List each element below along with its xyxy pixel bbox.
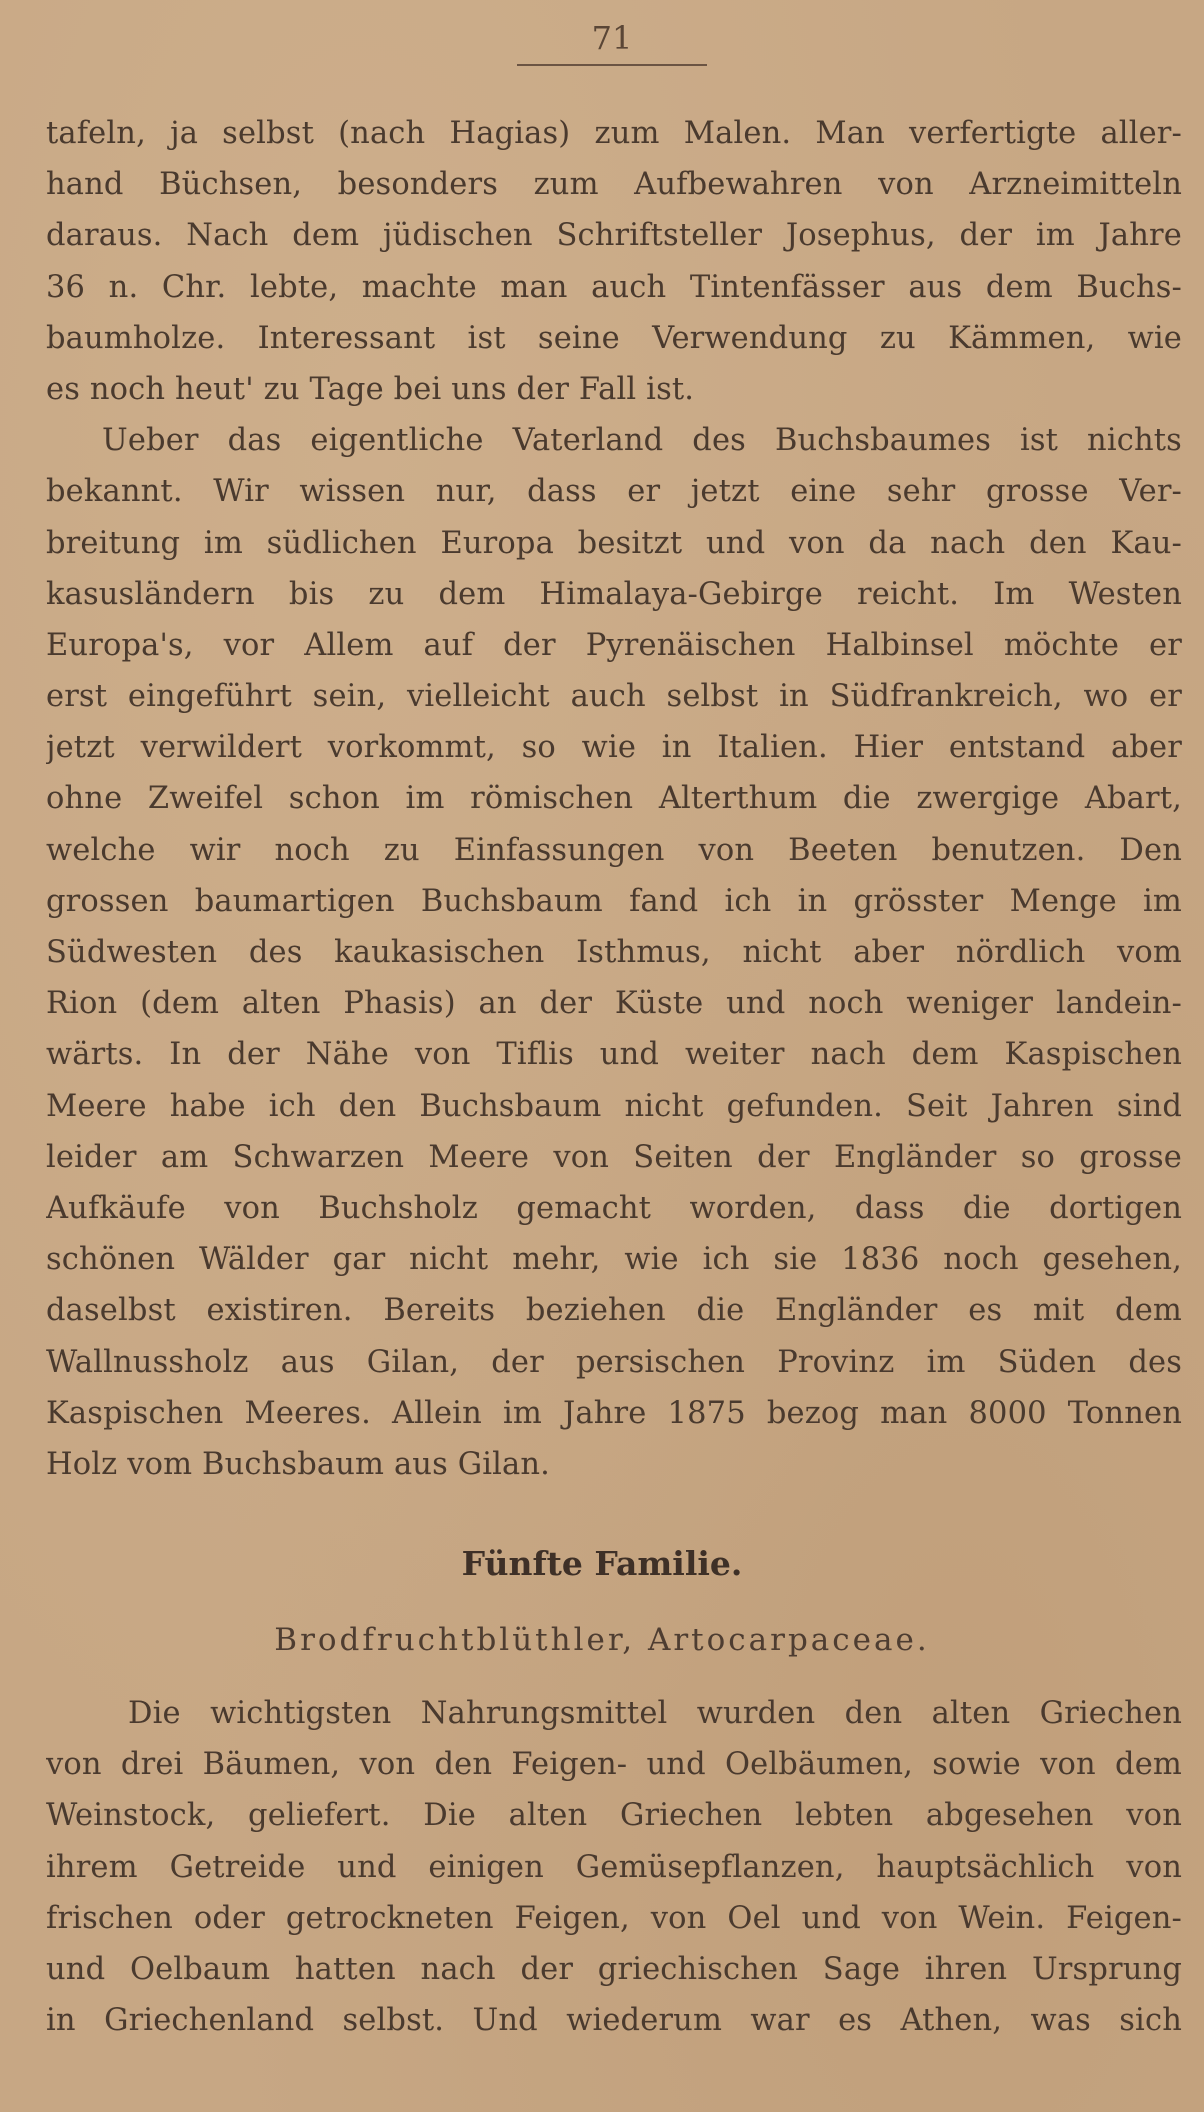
- text-line: jetzt verwildert vorkommt, so wie in Italien. Hier entstand aber: [46, 730, 1182, 766]
- text-line: Wallnussholz aus Gilan, der persischen Provinz im Süden des: [46, 1344, 1182, 1380]
- text-line: tafeln, ja selbst (nach Hagias) zum Malen. Man verfertigte aller-: [46, 116, 1182, 151]
- body-text-top: [46, 108, 1182, 1490]
- page-number: 71: [591, 19, 633, 57]
- text-line: frischen oder getrockneten Feigen, von Oel und von Wein. Feigen-: [46, 1900, 1182, 1936]
- text-line: wärts. In der Nähe von Tiflis und weiter nach dem Kaspischen: [46, 1037, 1182, 1073]
- text-line: Ueber das eigentliche Vaterland des Buchsbaumes ist nichts: [102, 423, 1182, 459]
- text-line: Europa's, vor Allem auf der Pyrenäischen Halbinsel möchte er: [46, 627, 1182, 663]
- text-line: kasusländern bis zu dem Himalaya-Gebirge reicht. Im Westen: [46, 576, 1182, 612]
- text-line: Meere habe ich den Buchsbaum nicht gefunden. Seit Jahren sind: [46, 1088, 1182, 1124]
- text-line: von drei Bäumen, von den Feigen- und Oelbäumen, sowie von dem: [46, 1747, 1182, 1783]
- text-line: Aufkäufe von Buchsholz gemacht worden, dass die dortigen: [46, 1190, 1182, 1226]
- text-line: hand Büchsen, besonders zum Aufbewahren von Arzneimitteln: [46, 167, 1182, 203]
- text-line: es noch heut' zu Tage bei uns der Fall ist.: [46, 371, 695, 407]
- body-text-bottom: [46, 1688, 1182, 2046]
- text-line: breitung im südlichen Europa besitzt und von da nach den Kau-: [46, 525, 1182, 561]
- text-line: daselbst existiren. Bereits beziehen die Engländer es mit dem: [46, 1293, 1182, 1329]
- header-rule: [517, 64, 707, 66]
- text-line: erst eingeführt sein, vielleicht auch selbst in Südfrankreich, wo er: [46, 679, 1182, 715]
- text-line: Rion (dem alten Phasis) an der Küste und noch weniger landein-: [46, 986, 1182, 1022]
- text-line: Kaspischen Meeres. Allein im Jahre 1875 bezog man 8000 Tonnen: [46, 1395, 1182, 1431]
- text-line: baumholze. Interessant ist seine Verwendung zu Kämmen, wie: [46, 320, 1182, 356]
- text-line: 36 n. Chr. lebte, machte man auch Tintenfässer aus dem Buchs-: [46, 269, 1182, 305]
- text-line: ohne Zweifel schon im römischen Alterthum die zwergige Abart,: [46, 781, 1182, 817]
- text-line: daraus. Nach dem jüdischen Schriftsteller Josephus, der im Jahre: [46, 218, 1182, 254]
- text-line: welche wir noch zu Einfassungen von Beeten benutzen. Den: [46, 832, 1182, 868]
- text-line: bekannt. Wir wissen nur, dass er jetzt eine sehr grosse Ver-: [46, 474, 1182, 510]
- section-subtitle: Brodfruchtblüthler, Artocarpaceae.: [274, 1622, 930, 1658]
- text-line: Südwesten des kaukasischen Isthmus, nicht aber nördlich vom: [46, 935, 1182, 970]
- text-line: Holz vom Buchsbaum aus Gilan.: [46, 1446, 551, 1482]
- text-line: leider am Schwarzen Meere von Seiten der Engländer so grosse: [46, 1139, 1182, 1175]
- text-line: und Oelbaum hatten nach der griechischen Sage ihren Ursprung: [46, 1951, 1182, 1987]
- text-line: grossen baumartigen Buchsbaum fand ich in grösster Menge im: [46, 883, 1182, 919]
- text-line: Weinstock, geliefert. Die alten Griechen lebten abgesehen von: [46, 1798, 1182, 1834]
- text-line: Die wichtigsten Nahrungsmittel wurden den alten Griechen: [128, 1696, 1182, 1731]
- section-title: Fünfte Familie.: [461, 1544, 743, 1583]
- text-line: ihrem Getreide und einigen Gemüsepflanzen, hauptsächlich von: [46, 1849, 1182, 1885]
- text-line: schönen Wälder gar nicht mehr, wie ich sie 1836 noch gesehen,: [46, 1242, 1182, 1278]
- text-line: in Griechenland selbst. Und wiederum war es Athen, was sich: [46, 2003, 1182, 2039]
